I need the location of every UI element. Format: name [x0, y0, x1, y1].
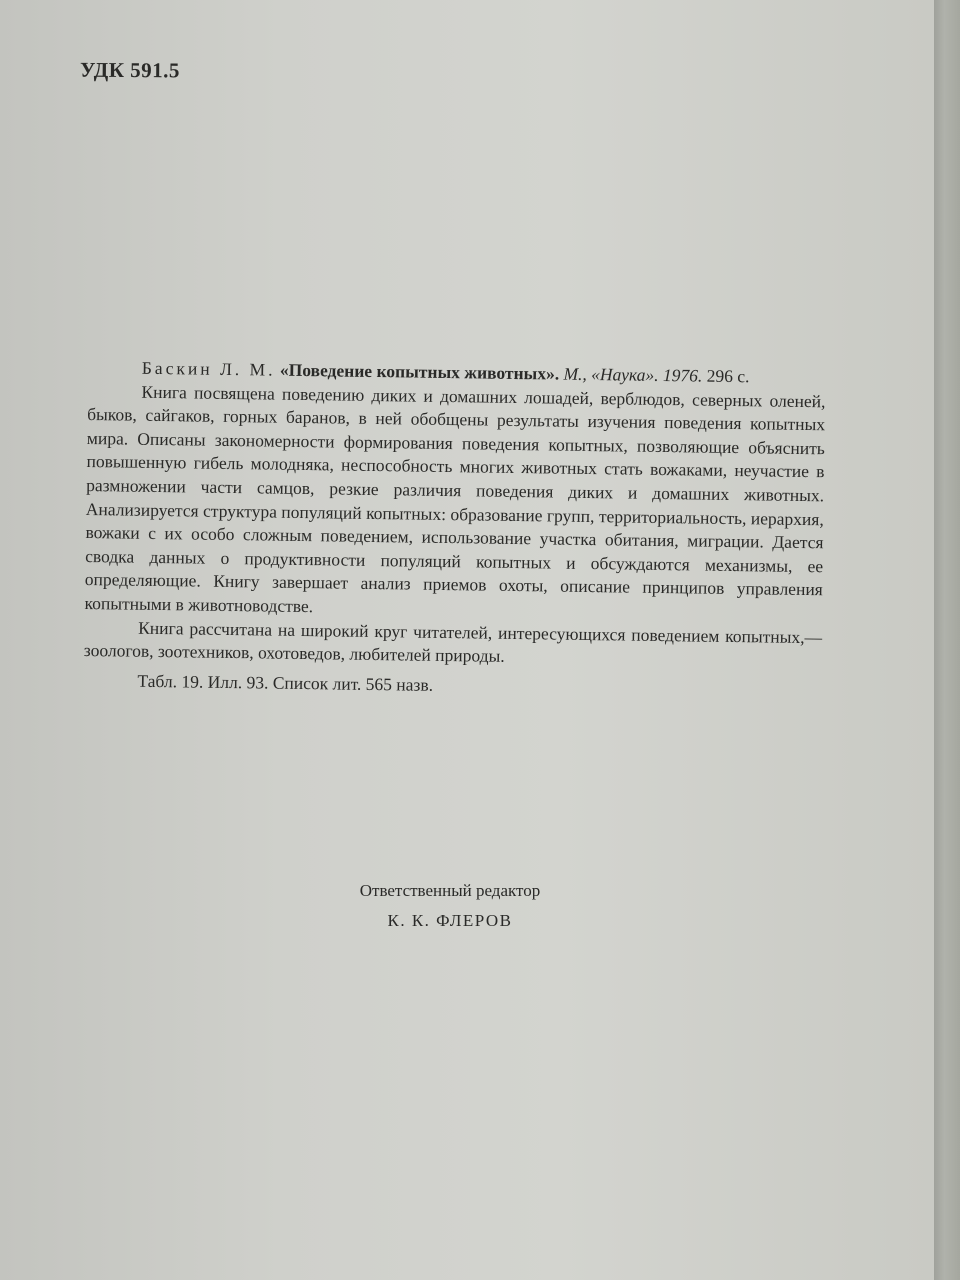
citation-publisher: М., «Наука». 1976.: [563, 363, 703, 386]
abstract-paragraph-1: Книга посвящена поведению диких и домашних лошадей, верблюдов, северных оленей, быков, сайгаков, горных баранов, в ней обобщены результаты изучения поведения копытных мира. Описаны закономерности формирования поведения копытных, позволяющие объяснить повышенную гибель молодняка, неспособность многих животных стать вожаками, неучастие в размножении части самцов, резкие различия поведения диких и домашних животных. Анализируется структура популяций копытных: образование групп, территориальность, иерархия, вожаки с их особо сложным поведением, использование участка обитания, миграции. Дается сводка данных о продуктивности популяций копытных и обсуждаются механизмы, ее определяющие. Книгу завершает анализ приемов охоты, описание принципов управления копытными в животноводстве.: [84, 381, 826, 617]
book-abstract: [83, 356, 826, 703]
editor-name: К. К. ФЛЕРОВ: [387, 911, 513, 930]
book-spine-edge: [934, 0, 960, 1280]
abstract-paragraph-2: Книга рассчитана на широкий круг читателей, интересующихся поведением копытных,— зоологов, зоотехников, охотоведов, любителей природы.: [83, 617, 823, 666]
udk-code: УДК 591.5: [79, 57, 181, 83]
citation-pages: 296 с.: [706, 365, 750, 387]
editor-role: Ответственный редактор: [359, 881, 541, 900]
book-stats: Табл. 19. Илл. 93. Список лит. 565 назв.: [137, 670, 434, 695]
editor-block: [300, 876, 600, 936]
citation-title: «Поведение копытных животных».: [279, 359, 560, 384]
citation-author: Баскин Л. М.: [141, 357, 276, 380]
